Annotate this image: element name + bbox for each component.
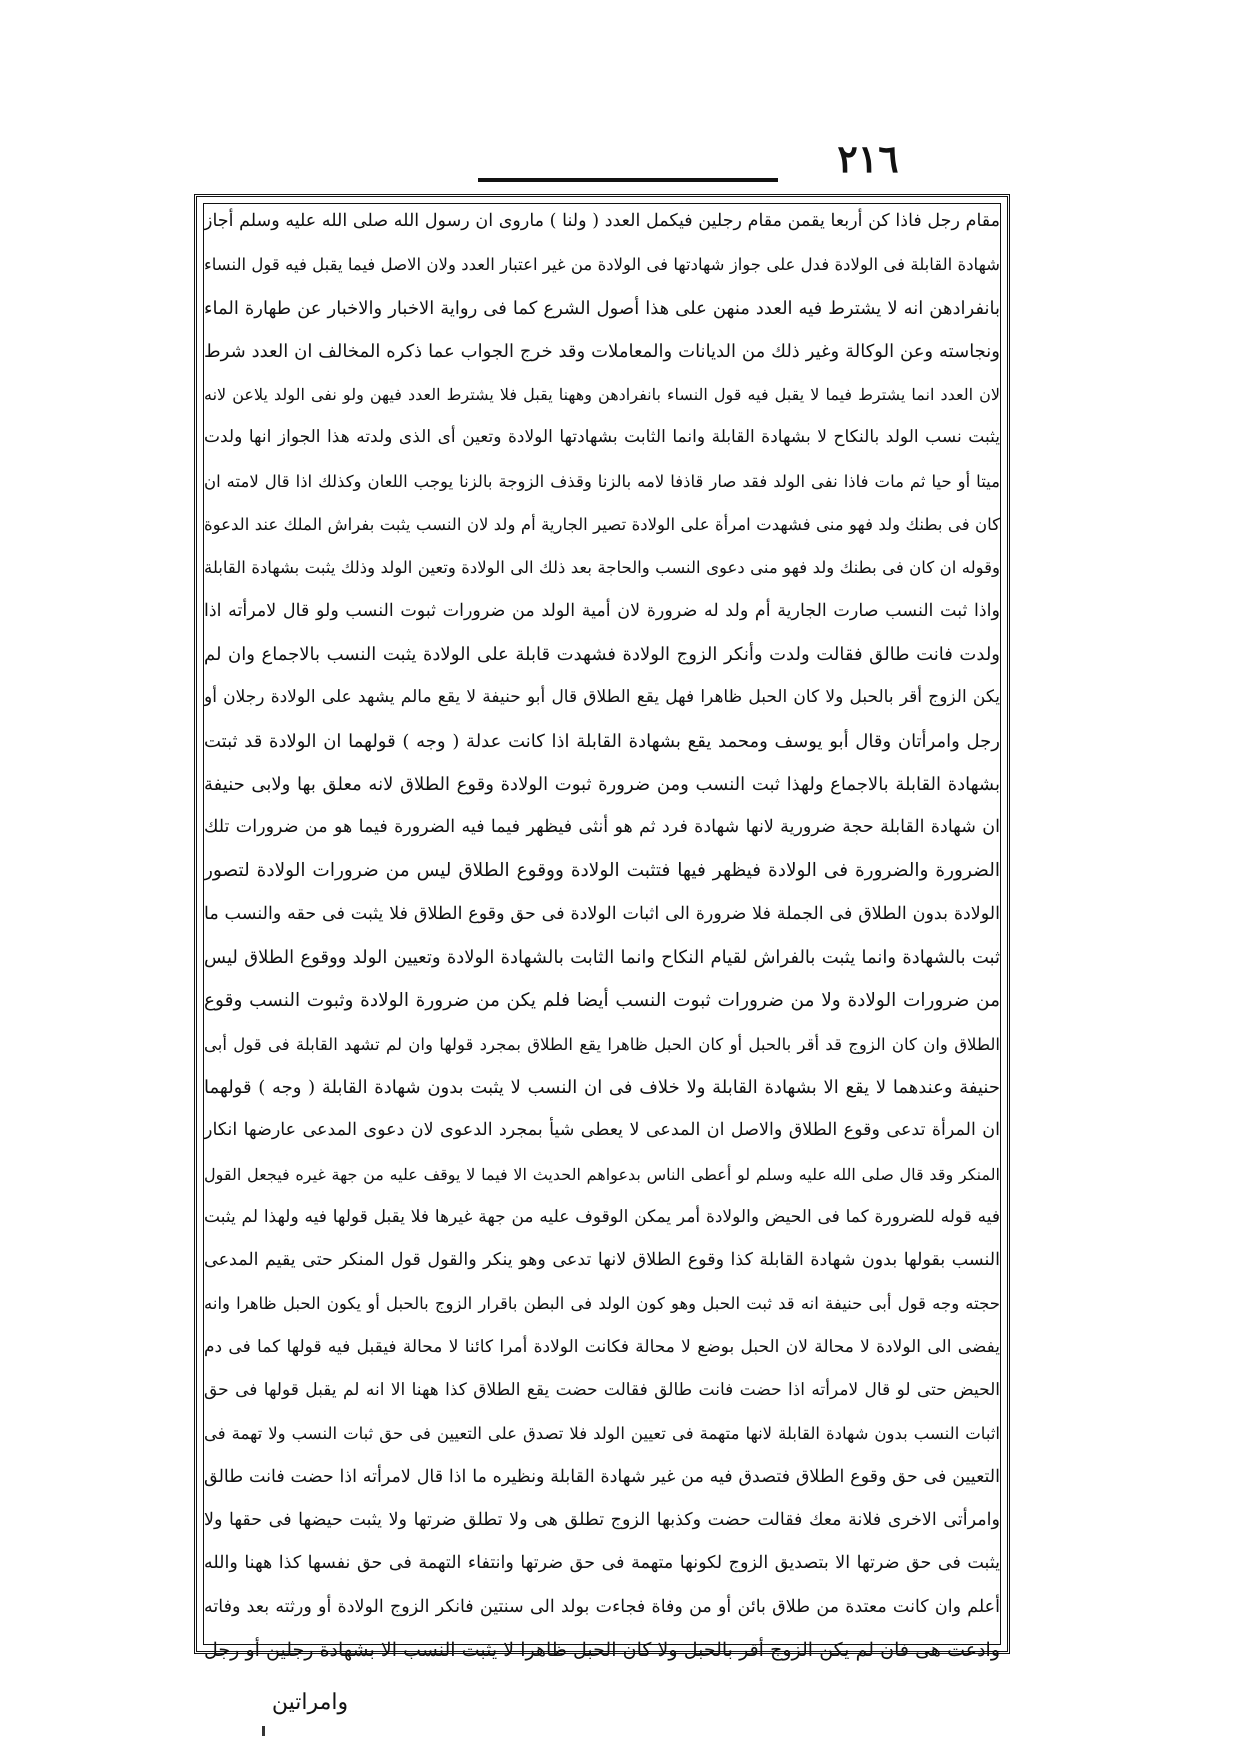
- text-line: بشهادة القابلة بالاجماع ولهذا ثبت النسب ومن ضرورة ثبوت الولادة وقوع الطلاق لانه معلق بها ولابى حنيفة: [204, 773, 1000, 795]
- text-line: ان شهادة القابلة حجة ضرورية لانها شهادة فرد ثم هو أنثى فيظهر فيما فيه الضرورة فيما هو من ضرورات تلك: [204, 817, 1000, 838]
- text-line: كان فى بطنك ولد فهو منى فشهدت امرأة على الولادة تصير الجارية أم ولد لان النسب يثبت بفراش الملك عند الدعوة: [204, 515, 1000, 535]
- text-line: بانفرادهن انه لا يشترط فيه العدد منهن على هذا أصول الشرع كما فى رواية الاخبار والاخبار عن طهارة الماء: [204, 297, 1000, 319]
- text-line: يثبت فى حق ضرتها الا بتصديق الزوج لكونها متهمة فى حق ضرتها وانتفاء التهمة فى حق نفسها كذا ههنا والله: [204, 1553, 1000, 1574]
- text-line: ونجاسته وعن الوكالة وغير ذلك من الديانات والمعاملات وقد خرج الجواب عما ذكره المخالف ان العدد شرط: [204, 340, 1000, 362]
- text-line: وقوله ان كان فى بطنك ولد فهو منى دعوى النسب والحاجة بعد ذلك الى الولادة وتعين الولد وذلك يثبت بشهادة القابلة: [204, 558, 1000, 578]
- text-line: الضرورة والضرورة فى الولادة فيظهر فيها فتثبت الولادة ووقوع الطلاق ليس من ضرورات الولادة لتصور: [204, 860, 1000, 882]
- text-line: ان المرأة تدعى وقوع الطلاق والاصل ان المدعى لا يعطى شيأ بمجرد الدعوى لان دعوى المدعى عارضها انكار: [204, 1120, 1000, 1141]
- text-line: حجته وجه قول أبى حنيفة انه قد ثبت الحبل وهو كون الولد فى البطن باقرار الزوج بالحبل أو يكون الحبل ظاهرا وانه: [204, 1294, 1000, 1314]
- text-line: الحيض حتى لو قال لامرأته اذا حضت فانت طالق فقالت حضت يقع الطلاق كذا ههنا الا انه لم يقبل قولها فى حق: [204, 1380, 1000, 1401]
- text-line: وامرأتى الاخرى فلانة معك فقالت حضت وكذبها الزوج تطلق هى ولا تطلق ضرتها ولا يثبت حيضها فى حقها ولا: [204, 1509, 1000, 1530]
- text-line: الطلاق وان كان الزوج قد أقر بالحبل أو كان الحبل ظاهرا يقع الطلاق بمجرد قولها وان لم تشهد القابلة فى قول أبى: [204, 1034, 1000, 1054]
- text-line: يكن الزوج أقر بالحبل ولا كان الحبل ظاهرا فهل يقع الطلاق قال أبو حنيفة لا يقع مالم يشهد على الولادة رجلان أو: [204, 687, 1000, 708]
- text-line: اثبات النسب بدون شهادة القابلة لانها متهمة فى تعيين الولد فلا تصدق على التعيين فى حق ثبات النسب ولا تهمة فى: [204, 1424, 1000, 1444]
- text-line: فيه قوله للضرورة كما فى الحيض والولادة أمر يمكن الوقوف عليه من جهة غيرها فلا يقبل قولها فيه ولهذا لم يثبت: [204, 1206, 1000, 1227]
- text-line: ثبت بالشهادة وانما يثبت بالفراش لقيام النكاح وانما الثابت بالشهادة الولادة وتعيين الولد ووقوع الطلاق ليس: [204, 947, 1000, 969]
- text-line: مقام رجل فاذا كن أربعا يقمن مقام رجلين فيكمل العدد ( ولنا ) ماروى ان رسول الله صلى الله عليه وسلم أجاز: [204, 211, 1000, 231]
- text-line: أعلم وان كانت معتدة من طلاق بائن أو من وفاة فجاءت بولد الى سنتين فانكر الزوج الولادة أو ورثته بعد وفاته: [204, 1596, 1000, 1617]
- text-line: رجل وامرأتان وقال أبو يوسف ومحمد يقع بشهادة القابلة اذا كانت عدلة ( وجه ) قولهما ان الولادة قد ثبتت: [204, 730, 1000, 752]
- header-rule: [478, 178, 778, 182]
- text-line: من ضرورات الولادة ولا من ضرورات ثبوت النسب أيضا فلم يكن من ضرورة الولادة وثبوت النسب وقوع: [204, 990, 1000, 1012]
- text-line: ميتا أو حيا ثم مات فاذا نفى الولد فقد صار قاذفا لامه بالزنا وقذف الزوجة بالزنا يوجب اللعان وكذلك اذا قال لامته ان: [204, 471, 1000, 491]
- text-line: ولدت فانت طالق فقالت ولدت وأنكر الزوج الولادة فشهدت قابلة على الولادة يثبت النسب بالاجماع وان لم: [204, 643, 1000, 665]
- text-line: حنيفة وعندهما لا يقع الا بشهادة القابلة ولا خلاف فى ان النسب لا يثبت بدون شهادة القابلة ( وجه ) قولهما: [204, 1076, 1000, 1098]
- text-block: [204, 200, 1000, 1672]
- catchword: وامراتين: [271, 1690, 349, 1715]
- text-line: واذا ثبت النسب صارت الجارية أم ولد له ضرورة لان أمية الولد من ضرورات ثبوت النسب ولو قال لامرأته اذا: [204, 600, 1000, 621]
- text-line: يفضى الى الولادة لا محالة لان الحبل بوضع لا محالة فكانت الولادة أمرا كائنا لا محالة فيقبل فيه قولها كما فى دم: [204, 1336, 1000, 1357]
- text-line: النسب بقولها بدون شهادة القابلة كذا وقوع الطلاق لانها تدعى وهو ينكر والقول قول المنكر حتى يقيم المدعى: [204, 1250, 1000, 1271]
- text-line: التعيين فى حق وقوع الطلاق فتصدق فيه من غير شهادة القابلة ونظيره ما اذا قال لامرأته اذا حضت فانت طالق: [204, 1466, 1000, 1487]
- text-line: يثبت نسب الولد بالنكاح لا بشهادة القابلة وانما الثابت بشهادتها الولادة وتعين أى الذى ولدته هذا الجواز انها ولدت: [204, 427, 1000, 448]
- stray-mark: [262, 1726, 265, 1736]
- page-number: ٢١٦: [837, 136, 899, 181]
- text-line: لان العدد انما يشترط فيما لا يقبل فيه قول النساء بانفرادهن وههنا يقبل فلا يشترط العدد فيهن ولو نفى الولد يلاعن لانه: [204, 385, 1000, 405]
- text-line: الولادة بدون الطلاق فى الجملة فلا ضرورة الى اثبات الولادة فى حق وقوع الطلاق فلا يثبت فى حقه والنسب ما: [204, 903, 1000, 924]
- text-line: وادعت هى فان لم يكن الزوج أقر بالحبل ولا كان الحبل ظاهرا لا يثبت النسب الا بشهادة رجلين أو رجل: [204, 1638, 1000, 1661]
- text-line: شهادة القابلة فى الولادة فدل على جواز شهادتها فى الولادة من غير اعتبار العدد ولان الاصل فيما يقبل فيه قول النساء: [204, 255, 1000, 275]
- text-line: المنكر وقد قال صلى الله عليه وسلم لو أعطى الناس بدعواهم الحديث الا فيما لا يوقف عليه من جهة غيره فيجعل القول: [204, 1164, 1000, 1184]
